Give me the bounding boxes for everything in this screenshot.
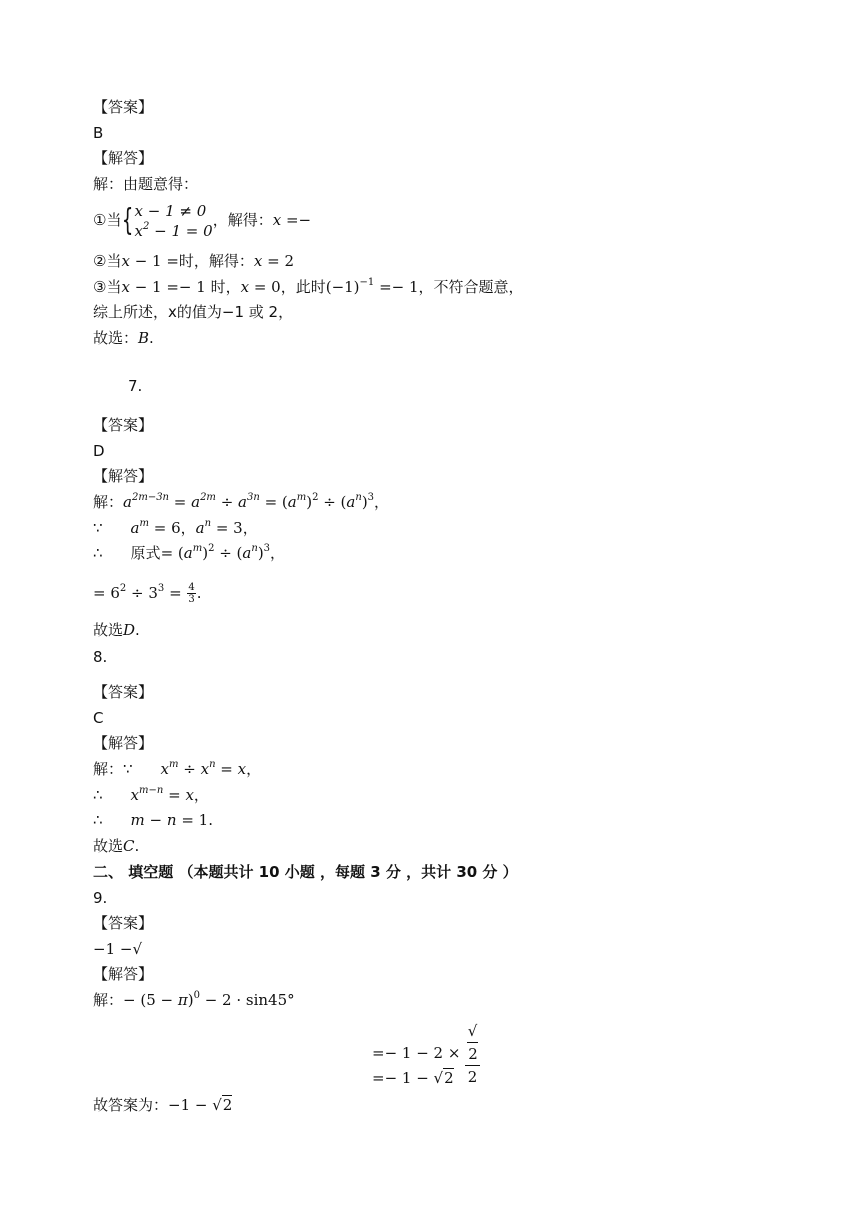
choice: 故选C. [93,837,140,855]
case-1: ①当{ x − 1 ≠ 0 $x^2 - 1 = 0$ ，解得：x =− [93,201,312,240]
solution-line: 解：∵ $x^m \div x^n = x$， [93,759,262,778]
fraction: √ 2 2 [465,1020,480,1088]
choice: 故选：B. [93,329,154,347]
question-number: 7. [128,377,143,395]
case-2: ②当x − 1 =时，解得：x = 2 [93,252,295,270]
answer-label: 【答案】 [93,416,154,434]
answer-value: −1 −√ [93,940,143,958]
case-1-system: x − 1 ≠ 0 $x^2 - 1 = 0$ [134,201,213,240]
question-number: 8. [93,648,108,666]
brace-icon: { [122,202,134,238]
therefore-line: ∴ $x^{m-n} = x$， [93,785,209,804]
case-3: ③当x − 1 =− 1 时，x = 0，此时$(-1)^{-1} =- 1$，不符合题意， [93,277,524,296]
therefore-line: ∴ m − n = 1. [93,811,213,829]
conclusion: 故答案为：−1 − √2 [93,1096,233,1114]
question-number: 9. [93,889,108,907]
solution-label: 【解答】 [93,149,154,167]
because-line: ∵ $a^m = 6$，$a^n = 3$， [93,518,258,537]
step-2: =− 1 − √2 [372,1069,454,1087]
answer-value: B [93,124,104,142]
choice: 故选D. [93,621,140,639]
answer-label: 【答案】 [93,98,154,116]
answer-label: 【答案】 [93,914,154,932]
case-1-prefix: ①当 [93,211,122,229]
fraction: $\frac{4}{3}$ [188,582,195,605]
solution-label: 【解答】 [93,734,154,752]
solution-intro: 解：由题意得： [93,175,199,193]
solution-label: 【解答】 [93,965,154,983]
therefore-line: ∴ 原式= $(a^m)^2 \div (a^n)^3$， [93,543,286,562]
solution-line: 解：− $(5 - \pi)^0 - 2 \cdot \sin 45^\circ$ [93,990,295,1009]
solution-line: 解：$a^{2m-3n} = a^{2m} \div a^{3n} = (a^m)^2 \div (a^n)^3$， [93,492,390,511]
answer-label: 【答案】 [93,683,154,701]
answer-value: C [93,709,104,727]
solution-label: 【解答】 [93,467,154,485]
result-line: = $6^2 \div 3^3$ = $\frac{4}{3}$ . [93,582,202,605]
summary: 综上所述，x的值为−1 或 2， [93,303,294,321]
step-1: =− 1 − 2 × √ 2 2 [372,1022,478,1086]
section-heading: 二、 填空题 （本题共计 10 小题 ，每题 3 分 ，共计 30 分 ） [93,863,518,881]
answer-value: D [93,442,105,460]
